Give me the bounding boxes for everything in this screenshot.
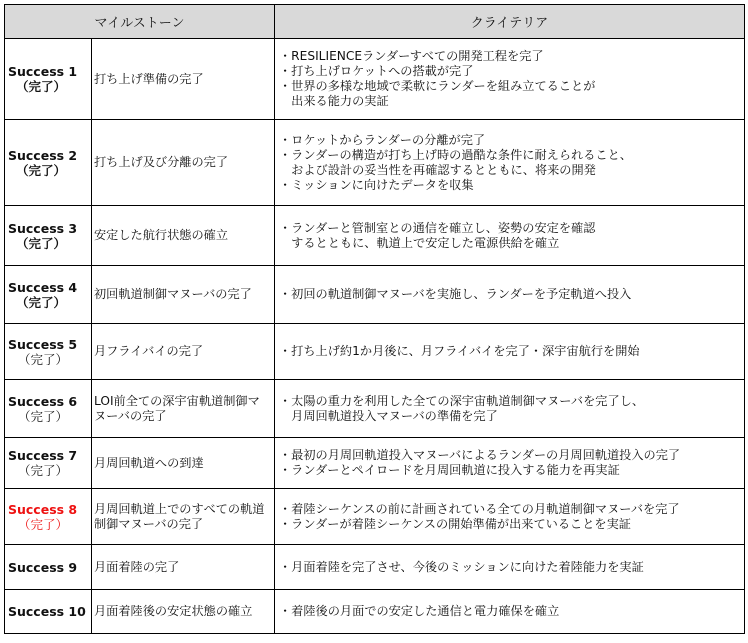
header-milestone: マイルストーン — [5, 5, 275, 39]
milestone-criteria — [275, 206, 745, 266]
milestone-goal: LOI前全ての深宇宙軌道制御マヌーバの完了 — [92, 380, 275, 438]
milestone-criteria — [275, 380, 745, 438]
criteria-line: ・ロケットからランダーの分離が完了 — [279, 132, 486, 147]
milestone-id: Success 2 — [8, 147, 78, 163]
milestone-id-cell — [5, 489, 92, 545]
milestone-id-cell — [5, 380, 92, 438]
table-row — [5, 590, 745, 634]
milestone-status: （完了） — [16, 235, 67, 251]
table-row — [5, 39, 745, 120]
criteria-line: ・初回の軌道制御マヌーバを実施し、ランダーを予定軌道へ投入 — [279, 287, 632, 301]
criteria-line: 月周回軌道投入マヌーバの準備を完了 — [279, 408, 498, 423]
milestone-goal: 月フライバイの完了 — [92, 324, 275, 380]
milestone-status: （完了） — [18, 463, 69, 478]
milestone-status: （完了） — [18, 408, 69, 424]
table-row — [5, 545, 745, 590]
table-row — [5, 489, 745, 545]
milestone-status: （完了） — [16, 79, 67, 94]
milestone-id: Success 5 — [8, 336, 78, 352]
milestone-id-cell — [5, 590, 92, 634]
criteria-line: ・太陽の重力を利用した全ての深宇宙軌道制御マヌーバを完了し、 — [279, 393, 645, 408]
milestone-criteria — [275, 39, 745, 120]
criteria-line: ・ランダーと管制室との通信を確立し、姿勢の安定を確認 — [279, 220, 596, 235]
table-row — [5, 120, 745, 206]
milestone-status: （完了） — [16, 294, 67, 310]
milestone-status: （完了） — [16, 162, 67, 178]
milestone-goal: 打ち上げ及び分離の完了 — [92, 120, 275, 206]
milestone-id-cell — [5, 39, 92, 120]
criteria-line: ・ミッションに向けたデータを収集 — [279, 177, 474, 192]
criteria-line: ・着陸シーケンスの前に計画されている全ての月軌道制御マヌーバを完了 — [279, 501, 680, 516]
milestone-criteria — [275, 545, 745, 590]
milestone-id-cell — [5, 324, 92, 380]
criteria-line: ・最初の月周回軌道投入マヌーバによるランダーの月周回軌道投入の完了 — [279, 448, 681, 462]
milestone-id-cell — [5, 206, 92, 266]
milestone-id-cell — [5, 120, 92, 206]
milestone-goal: 打ち上げ準備の完了 — [92, 39, 275, 120]
criteria-line: ・打ち上げ約1か月後に、月フライバイを完了・深宇宙航行を開始 — [279, 344, 640, 358]
criteria-line: ・月面着陸を完了させ、今後のミッションに向けた着陸能力を実証 — [279, 559, 644, 574]
table-row — [5, 206, 745, 266]
milestone-criteria — [275, 120, 745, 206]
criteria-line: ・ランダーの構造が打ち上げ時の過酷な条件に耐えられること、 — [279, 147, 632, 162]
milestone-id-cell — [5, 438, 92, 489]
criteria-line: するとともに、軌道上で安定した電源供給を確立 — [279, 235, 560, 250]
milestone-goal: 初回軌道制御マヌーバの完了 — [92, 266, 275, 324]
milestone-id: Success 3 — [8, 220, 78, 236]
criteria-line: ・ランダーとペイロードを月周回軌道に投入する能力を再実証 — [279, 463, 620, 477]
milestone-goal: 月面着陸の完了 — [92, 545, 275, 590]
milestone-id: Success 9 — [8, 559, 78, 575]
table-row — [5, 324, 745, 380]
milestone-goal: 月周回軌道上でのすべての軌道制御マヌーバの完了 — [92, 489, 275, 545]
milestone-id: Success 8 — [8, 501, 78, 517]
milestone-status: （完了） — [18, 351, 69, 367]
milestone-criteria — [275, 489, 745, 545]
milestone-id-cell — [5, 266, 92, 324]
table-header-row — [5, 5, 745, 39]
milestone-criteria — [275, 590, 745, 634]
milestone-criteria — [275, 438, 745, 489]
table-row — [5, 266, 745, 324]
criteria-line: ・ランダーが着陸シーケンスの開始準備が出来ていることを実証 — [279, 516, 631, 531]
milestone-goal: 月面着陸後の安定状態の確立 — [92, 590, 275, 634]
criteria-line: 出来る能力の実証 — [279, 94, 389, 108]
milestone-goal: 安定した航行状態の確立 — [92, 206, 275, 266]
criteria-line: ・打ち上げロケットへの搭載が完了 — [279, 64, 474, 78]
criteria-line: および設計の妥当性を再確認するとともに、将来の開発 — [279, 162, 596, 177]
milestone-id: Success 10 — [8, 604, 86, 619]
table-row — [5, 438, 745, 489]
milestone-id: Success 1 — [8, 64, 78, 79]
milestone-id: Success 6 — [8, 393, 78, 409]
milestone-id: Success 7 — [8, 448, 78, 463]
criteria-line: ・RESILIENCEランダーすべての開発工程を完了 — [279, 49, 544, 63]
milestone-criteria — [275, 324, 745, 380]
milestone-status: （完了） — [18, 516, 69, 532]
header-criteria: クライテリア — [275, 5, 745, 39]
table-row — [5, 380, 745, 438]
milestone-id-cell — [5, 545, 92, 590]
milestone-criteria — [275, 266, 745, 324]
criteria-line: ・世界の多様な地域で柔軟にランダーを組み立てることが — [279, 79, 596, 93]
milestone-table — [4, 4, 745, 634]
milestone-goal: 月周回軌道への到達 — [92, 438, 275, 489]
criteria-line: ・着陸後の月面での安定した通信と電力確保を確立 — [279, 604, 560, 618]
milestone-id: Success 4 — [8, 279, 78, 295]
